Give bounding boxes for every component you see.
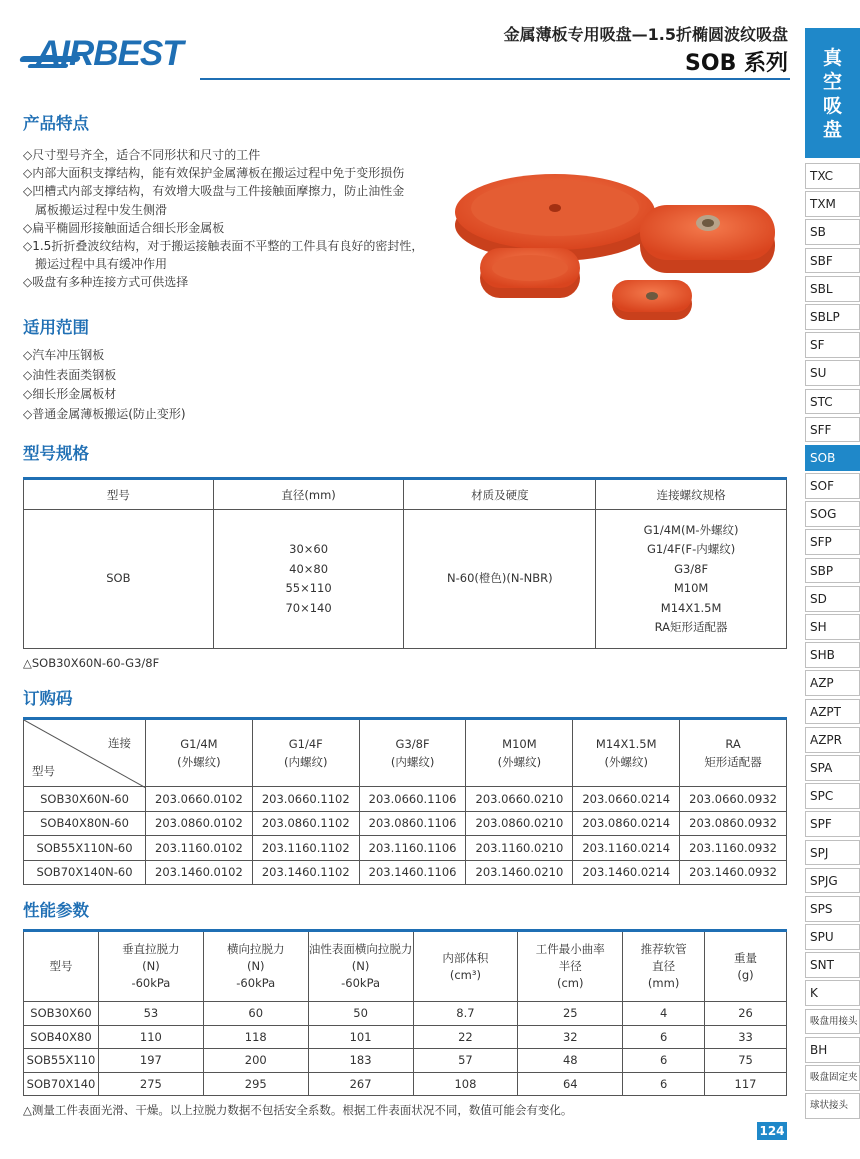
perf-header-line: 直径 [652,959,676,973]
perf-value-cell: 110 [98,1025,203,1049]
suction-cup-large [455,174,655,261]
feature-item: 属板搬运过程中发生侧滑 [23,202,168,217]
perf-header-line: (cm³) [449,967,481,982]
applications-list [23,346,453,424]
order-model-cell: SOB30X60N-60 [24,787,146,812]
perf-value-cell: 8.7 [413,1002,518,1026]
order-code-cell: 203.0860.0932 [680,811,787,836]
suction-cup-small [612,280,692,320]
application-item: ◇细长形金属板材 [23,387,117,401]
perf-row [24,1002,787,1026]
perf-header-line: (mm) [647,976,680,990]
side-nav-item[interactable]: SB [805,219,860,245]
order-column-line: G3/8F [395,737,430,751]
order-code-cell: 203.1160.0210 [466,836,573,861]
side-nav-item[interactable]: AZP [805,670,860,696]
feature-item: ◇内部大面积支撑结构，能有效保护金属薄板在搬运过程中免于变形损伤 [23,166,405,181]
order-title: 订购码 [23,689,73,708]
side-tab-char: 真 [822,47,842,69]
perf-header-line: (N) [351,959,370,973]
order-code-cell: 203.1160.0932 [680,836,787,861]
perf-value-cell: 117 [705,1072,787,1096]
perf-header-line: 重量 [734,950,758,965]
side-nav-item[interactable]: SOB [805,445,860,471]
perf-value-cell: 32 [518,1025,623,1049]
side-nav-item[interactable]: AZPR [805,727,860,753]
side-nav-item[interactable]: SHB [805,642,860,668]
spec-diameter: 40×80 [289,561,329,576]
perf-value-cell: 295 [203,1072,308,1096]
suction-cup-right [640,205,775,273]
order-column-header [252,719,359,787]
order-row [24,836,787,861]
side-tab-char: 空 [822,71,842,93]
order-model-cell: SOB70X140N-60 [24,860,146,885]
side-tab-char: 吸 [822,95,842,117]
side-nav-item[interactable]: SBLP [805,304,860,330]
spec-material: N-60(橙色)(N-NBR) [404,510,596,649]
application-item: ◇油性表面类钢板 [23,367,117,382]
perf-header-line: 内部体积 [442,950,489,965]
order-column-line: 矩形适配器 [704,755,762,769]
order-code-cell: 203.1160.0214 [573,836,680,861]
side-nav-item[interactable]: SOG [805,501,860,527]
order-column-header [573,719,680,787]
side-nav-item[interactable]: BH [805,1037,860,1063]
perf-header-line: 油性表面横向拉脱力 [308,942,413,956]
perf-header-line: -60kPa [236,976,276,990]
spec-header: 连接螺纹规格 [596,479,787,510]
side-nav-item[interactable]: SPJG [805,868,860,894]
order-code-cell: 203.0860.1106 [359,811,466,836]
order-column-line: (外螺纹) [177,755,221,769]
feature-item: ◇凹槽式内部支撑结构，有效增大吸盘与工件接触面摩擦力，防止油性金 [23,184,405,199]
order-code-cell: 203.1460.0210 [466,860,573,885]
spec-diameter: 55×110 [285,581,332,595]
order-code-cell: 203.0660.0210 [466,787,573,812]
side-category-tab[interactable] [805,28,860,158]
order-column-line: M14X1.5M [595,737,657,751]
side-tab-char: 盘 [822,119,842,141]
order-code-cell: 203.1160.1102 [252,836,359,861]
header-divider [200,78,790,80]
spec-thread: M10M [673,581,709,595]
perf-value-cell: 101 [308,1025,413,1049]
perf-value-cell: 22 [413,1025,518,1049]
spec-thread: RA矩形适配器 [654,620,728,634]
side-nav-item[interactable]: 吸盘固定夹 [805,1065,860,1091]
perf-value-cell: 6 [623,1049,705,1073]
spec-thread: M14X1.5M [660,600,722,615]
order-code-cell: 203.1460.1106 [359,860,466,885]
perf-value-cell: 50 [308,1002,413,1026]
order-model-cell: SOB55X110N-60 [24,836,146,861]
feature-item: 搬运过程中具有缓冲作用 [23,257,168,272]
order-column-line: (外螺纹) [604,755,648,769]
spec-thread: G1/4F(F-内螺纹) [646,542,736,556]
order-code-cell: 203.0860.0102 [146,811,253,836]
order-column-line: G1/4F [288,737,323,751]
perf-header [413,931,518,1002]
perf-value-cell: 64 [518,1072,623,1096]
order-code-cell: 203.1160.1106 [359,836,466,861]
side-nav-item[interactable]: SH [805,614,860,640]
header-title: 金属薄板专用吸盘—1.5折椭圆波纹吸盘 [503,25,788,44]
order-corner-top: 连接 [108,736,131,750]
side-nav-item[interactable]: SPU [805,924,860,950]
perf-header-line: (N) [142,959,160,973]
perf-header-line: (N) [246,959,265,973]
side-nav-item[interactable]: SPS [805,896,860,922]
order-column-header [359,719,466,787]
side-nav-item[interactable]: 吸盘用接头 [805,1009,860,1035]
perf-value-cell: 183 [308,1049,413,1073]
performance-table [23,929,787,1096]
spec-diameter: 70×140 [285,600,332,615]
perf-header-line: (g) [737,967,754,982]
perf-header [24,931,99,1002]
spec-diameters [213,510,404,649]
perf-header [308,931,413,1002]
side-nav [805,163,860,1121]
feature-item: ◇1.5折折叠波纹结构，对于搬运接触表面不平整的工件具有良好的密封性， [23,239,424,254]
order-column-line: (外螺纹) [497,755,542,769]
order-code-cell: 203.0860.1102 [252,811,359,836]
side-nav-item[interactable]: SPF [805,811,860,837]
side-nav-item[interactable]: SNT [805,952,860,978]
order-code-cell: 203.0660.0214 [573,787,680,812]
side-nav-item[interactable]: TXC [805,163,860,189]
perf-header-line: -60kPa [131,976,171,990]
order-column-line: RA [725,737,741,751]
perf-value-cell: 4 [623,1002,705,1026]
perf-value-cell: 60 [203,1002,308,1026]
feature-item: ◇尺寸型号齐全，适合不同形状和尺寸的工件 [23,148,261,162]
spec-title: 型号规格 [23,444,89,463]
side-nav-item[interactable]: AZPT [805,699,860,725]
perf-model-cell: SOB40X80 [24,1025,99,1049]
order-row [24,811,787,836]
perf-header-line: (cm) [557,976,584,990]
order-column-line: (内螺纹) [284,755,328,769]
order-code-cell: 203.0660.1106 [359,787,466,812]
side-nav-item[interactable]: K [805,980,860,1006]
side-nav-item[interactable]: SPJ [805,840,860,866]
applications-title: 适用范围 [23,318,89,337]
header-series: SOB 系列 [685,51,788,76]
perf-value-cell: 275 [98,1072,203,1096]
order-table [23,717,787,885]
perf-value-cell: 25 [518,1002,623,1026]
side-nav-item[interactable]: SD [805,586,860,612]
side-nav-item[interactable]: SBP [805,558,860,584]
perf-header-line: 垂直拉脱力 [122,942,180,956]
suction-cup-medium [480,248,580,298]
perf-header [623,931,705,1002]
order-column-header [146,719,253,787]
order-code-cell: 203.1460.0932 [680,860,787,885]
perf-value-cell: 200 [203,1049,308,1073]
order-code-cell: 203.0660.1102 [252,787,359,812]
perf-header-line: 半径 [558,959,582,973]
order-column-line: M10M [502,737,537,751]
perf-value-cell: 267 [308,1072,413,1096]
perf-value-cell: 48 [518,1049,623,1073]
order-model-cell: SOB40X80N-60 [24,811,146,836]
spec-threads [596,510,787,649]
side-nav-item[interactable]: SFF [805,417,860,443]
side-nav-item[interactable]: STC [805,389,860,415]
application-item: ◇普通金属薄板搬运(防止变形) [23,406,186,421]
side-nav-item[interactable]: TXM [805,191,860,217]
order-code-cell: 203.1160.0102 [146,836,253,861]
perf-value-cell: 108 [413,1072,518,1096]
perf-header-line: 工件最小曲率 [535,942,605,956]
perf-header [203,931,308,1002]
logo-text: AIRBEST [36,34,183,73]
spec-table [23,477,787,649]
perf-row [24,1049,787,1073]
spec-diameter: 30×60 [289,542,329,556]
perf-value-cell: 33 [705,1025,787,1049]
perf-row [24,1025,787,1049]
side-nav-item[interactable]: 球状接头 [805,1093,860,1119]
page-number: 124 [757,1122,787,1140]
order-code-cell: 203.0860.0214 [573,811,680,836]
perf-row [24,1072,787,1096]
perf-model-cell: SOB55X110 [24,1049,99,1073]
side-nav-item[interactable]: SF [805,332,860,358]
performance-title: 性能参数 [23,901,89,920]
order-column-header [466,719,573,787]
spec-header: 材质及硬度 [404,479,596,510]
order-code-cell: 203.1460.1102 [252,860,359,885]
side-nav-item[interactable]: SU [805,360,860,386]
product-photo [450,150,785,340]
side-nav-item[interactable]: SOF [805,473,860,499]
features-title: 产品特点 [23,114,89,133]
side-nav-item[interactable]: SPC [805,783,860,809]
order-row [24,860,787,885]
perf-value-cell: 6 [623,1025,705,1049]
perf-value-cell: 53 [98,1002,203,1026]
spec-note: △SOB30X60N-60-G3/8F [23,656,160,670]
perf-value-cell: 26 [705,1002,787,1026]
perf-header [705,931,787,1002]
order-row [24,787,787,812]
perf-value-cell: 75 [705,1049,787,1073]
order-column-header [680,719,787,787]
order-code-cell: 203.1460.0102 [146,860,253,885]
features-list [23,146,453,292]
perf-header [98,931,203,1002]
perf-header-line: 横向拉脱力 [227,942,285,956]
perf-header [518,931,623,1002]
side-nav-item[interactable]: SBL [805,276,860,302]
feature-item: ◇吸盘有多种连接方式可供选择 [23,275,189,290]
perf-header-line: 推荐软管 [640,942,687,956]
spec-header: 直径(mm) [213,479,404,510]
perf-value-cell: 118 [203,1025,308,1049]
perf-value-cell: 197 [98,1049,203,1073]
perf-model-cell: SOB70X140 [24,1072,99,1096]
perf-value-cell: 6 [623,1072,705,1096]
perf-value-cell: 57 [413,1049,518,1073]
order-column-line: G1/4M [180,737,218,751]
order-corner-bottom: 型号 [32,764,55,778]
order-column-line: (内螺纹) [390,755,435,769]
side-nav-item[interactable]: SBF [805,248,860,274]
side-nav-item[interactable]: SPA [805,755,860,781]
perf-header-line: 型号 [49,959,73,973]
order-code-cell: 203.1460.0214 [573,860,680,885]
order-code-cell: 203.0660.0102 [146,787,253,812]
feature-item: ◇扁平椭圆形接触面适合细长形金属板 [23,220,225,235]
order-corner-cell [24,719,146,787]
side-nav-item[interactable]: SFP [805,529,860,555]
brand-logo [20,34,202,74]
spec-thread: G1/4M(M-外螺纹) [643,522,739,537]
perf-model-cell: SOB30X60 [24,1002,99,1026]
application-item: ◇汽车冲压钢板 [23,348,105,362]
spec-header: 型号 [24,479,214,510]
order-code-cell: 203.0860.0210 [466,811,573,836]
spec-thread: G3/8F [674,561,709,576]
order-code-cell: 203.0660.0932 [680,787,787,812]
perf-header-line: -60kPa [341,976,381,990]
spec-model: SOB [24,510,214,649]
footer-note: △测量工件表面光滑、干燥。以上拉脱力数据不包括安全系数。根据工件表面状况不同，数值可能会有变化。 [23,1103,573,1117]
